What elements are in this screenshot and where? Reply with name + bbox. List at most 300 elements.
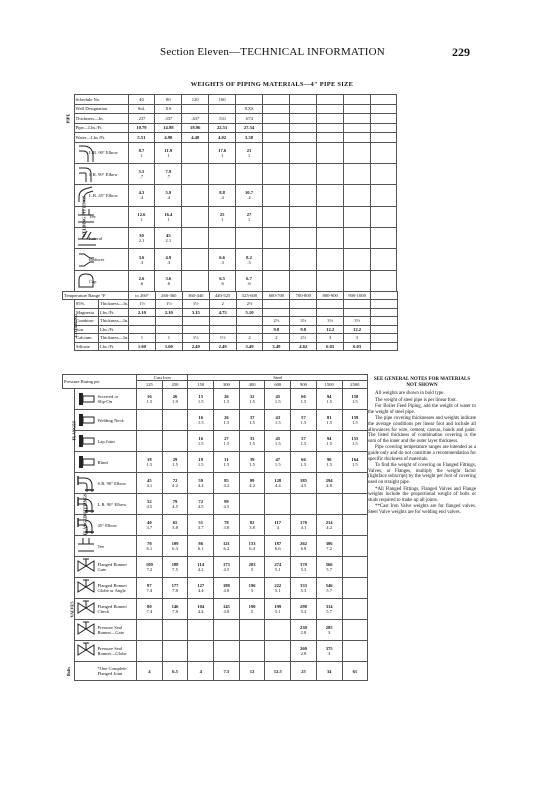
flanged-row: [63, 578, 368, 599]
table-cell: [239, 452, 265, 473]
fitting-icon-cell: [74, 163, 88, 184]
cell-factor: 6.3: [172, 546, 178, 551]
cell-factor: 1.5: [249, 420, 255, 425]
cell-factor: 1: [247, 152, 251, 158]
table-cell: [371, 342, 398, 351]
table-cell: [214, 620, 240, 641]
item-icon-cell: [75, 473, 97, 494]
note-paragraph: The pipe covering thicknesses and weights indicate the average conditions per linear foot and include all allowances for wire, cement, canvas, bands and paint. The listed thickness of combination covering is the sum of the inner and the outer layer thickness.: [368, 416, 476, 444]
table-cell: [316, 431, 342, 452]
cell-value: 230: [300, 625, 307, 630]
table-cell: [265, 452, 291, 473]
cell-value: 128: [274, 478, 282, 483]
row-label: Flanged Bonnet Globe or Angle: [97, 578, 137, 599]
item-icon-cell: [75, 389, 97, 410]
table-cell: [343, 270, 370, 291]
cell-value: 86: [198, 541, 204, 546]
table-cell: [262, 133, 289, 143]
cell-value: 190: [248, 604, 256, 609]
table-cell: [316, 270, 343, 291]
table-cell: 1.60: [155, 342, 182, 351]
pressure-rating: 250: [162, 381, 188, 389]
table-cell: .674: [236, 114, 263, 124]
row-label: Welding Neck: [97, 410, 137, 431]
cell-value: 90: [326, 457, 332, 462]
row-label: Schedule No.: [74, 95, 128, 105]
temperature-range: 700-800: [290, 292, 317, 300]
cell-value: 170: [300, 520, 307, 525]
cell-value: 16: [198, 415, 204, 420]
cell-value: 12: [249, 668, 255, 674]
table-cell: 1.60: [129, 342, 156, 351]
table-cell: [370, 270, 397, 291]
table-cell: [209, 185, 236, 206]
cell-factor: 3.8: [223, 525, 230, 530]
table-cell: [236, 317, 263, 326]
cell-factor: 1.5: [326, 441, 333, 446]
cell-factor: 1.5: [351, 441, 358, 446]
cell-value: 40: [147, 520, 152, 525]
pressure-rating: 400: [239, 381, 265, 389]
table-cell: [236, 270, 263, 291]
cell-factor: 2.1: [138, 238, 145, 244]
cell-value: 386: [325, 541, 333, 546]
table-cell: [265, 578, 291, 599]
table-cell: [343, 133, 370, 143]
table-cell: [188, 389, 214, 410]
table-cell: [370, 123, 397, 133]
temperature-range: 360-440: [182, 292, 209, 300]
section-label: PIPE: [65, 113, 71, 124]
table-cell: [137, 578, 163, 599]
globe-valve-icon: [76, 578, 96, 598]
table-cell: [370, 185, 397, 206]
cell-factor: 5.3: [300, 588, 307, 593]
cell-value: 94: [326, 436, 332, 441]
table-cell: [343, 114, 370, 124]
temperature-range: 525-600: [236, 292, 263, 300]
table-cell: [188, 578, 214, 599]
flanged-row: [63, 431, 368, 452]
cell-factor: 4.5: [146, 504, 153, 509]
cell-factor: 1.5: [300, 462, 307, 467]
table-cell: [137, 620, 163, 641]
item-icon-cell: [75, 431, 97, 452]
cell-factor: .6: [166, 281, 171, 287]
table-cell: [188, 599, 214, 620]
table-cell: 2.10: [129, 308, 156, 317]
cell-factor: 4.5: [223, 504, 230, 509]
covering-row: [63, 342, 398, 351]
cell-value: 260: [300, 646, 307, 651]
welding-section-label: [62, 142, 87, 292]
row-label: Lbs./Ft.: [99, 342, 129, 351]
cell-factor: .3: [139, 259, 144, 265]
cell-value: 127: [197, 583, 205, 588]
pressure-rating: 150: [188, 381, 214, 389]
table-cell: [289, 270, 316, 291]
table-cell: 4.62: [290, 342, 317, 351]
cell-value: 6.6: [219, 254, 225, 260]
cell-factor: 5.7: [326, 609, 333, 614]
table-cell: [342, 452, 368, 473]
row-label: Pressure Seal Bonnet—Globe: [97, 641, 137, 662]
temperature-range: 260-360: [155, 292, 182, 300]
table-cell: [370, 95, 397, 105]
table-cell: 2.10: [155, 308, 182, 317]
table-cell: [265, 536, 291, 557]
cell-value: 375: [325, 646, 333, 651]
cell-value: 33: [249, 436, 255, 441]
table-cell: [342, 557, 368, 578]
table-cell: [316, 163, 343, 184]
flanged-row: [63, 452, 368, 473]
table-cell: [239, 641, 265, 662]
cell-factor: .3: [247, 259, 251, 265]
cell-factor: 7.4: [146, 588, 153, 593]
cell-factor: 3.8: [172, 525, 178, 530]
table-cell: [209, 163, 236, 184]
table-cell: [155, 163, 182, 184]
item-icon-cell: [75, 641, 97, 662]
table-cell: [342, 662, 368, 681]
cell-factor: 1.5: [249, 399, 255, 404]
covering-row: [63, 300, 398, 309]
table-cell: [289, 114, 316, 124]
table-cell: [342, 389, 368, 410]
table-cell: 2½: [236, 300, 263, 309]
temperature-range-label: Temperature Range °F: [63, 292, 129, 300]
cell-factor: 4.2: [326, 525, 333, 530]
cell-factor: 7.8: [172, 588, 178, 593]
table-cell: [316, 473, 342, 494]
cell-value: 59: [198, 478, 204, 483]
table-cell: [342, 410, 368, 431]
section-label: WELDING FITTINGS: [81, 195, 87, 238]
cell-value: 45: [147, 478, 152, 483]
table-cell: [214, 431, 240, 452]
table-cell: [342, 473, 368, 494]
table-cell: [262, 228, 289, 249]
cell-value: 79: [172, 499, 178, 504]
table-cell: [289, 95, 316, 105]
cell-value: 187: [274, 541, 282, 546]
cell-factor: 1.5: [351, 462, 358, 467]
table-cell: [370, 104, 397, 114]
covering-row: [63, 308, 398, 317]
row-label: S.R. 90° Elbow: [97, 473, 137, 494]
item-icon-cell: [75, 452, 97, 473]
cell-value: 12.6: [137, 211, 146, 217]
cell-value: 61: [352, 668, 358, 674]
note-paragraph: For Boiler Feed Piping, add the weight of water to the weight of steel pipe.: [368, 404, 476, 415]
cell-value: 31: [224, 457, 229, 462]
table-cell: [162, 473, 188, 494]
flanged-row: [63, 494, 368, 515]
cell-value: 262: [300, 541, 307, 546]
cell-value: 37: [249, 415, 255, 420]
cell-value: 57: [301, 415, 306, 420]
table-cell: [209, 317, 236, 326]
table-cell: [343, 185, 370, 206]
table-cell: [289, 104, 316, 114]
table-cell: [239, 662, 265, 681]
cell-factor: 1: [167, 216, 170, 222]
table-cell: [317, 300, 344, 309]
table-cell: [239, 599, 265, 620]
table-cell: [155, 325, 182, 334]
cell-value: 30: [139, 233, 144, 239]
table-cell: .531: [209, 114, 236, 124]
table-cell: [188, 620, 214, 641]
cell-value: 72: [198, 499, 204, 504]
row-label: Water—Lbs./Ft.: [74, 133, 128, 143]
row-label: Thickness—In.: [100, 301, 129, 307]
table-cell: [188, 494, 214, 515]
cell-factor: .4: [139, 195, 144, 201]
table-cell: [290, 308, 317, 317]
cell-value: 18: [147, 457, 152, 462]
cell-factor: 6.1: [146, 546, 153, 551]
cell-value: 17.6: [218, 147, 227, 153]
cell-factor: 6.1: [197, 546, 204, 551]
cell-factor: 1.5: [300, 441, 307, 446]
welding-row: [62, 206, 397, 227]
cell-value: 51: [198, 520, 204, 525]
cell-factor: 1.5: [300, 399, 307, 404]
cell-factor: 4.1: [146, 483, 153, 488]
table-cell: 3.15: [182, 308, 209, 317]
cell-value: 2.6: [138, 276, 145, 282]
table-cell: 2: [209, 300, 236, 309]
cell-factor: 2.8: [300, 651, 307, 656]
cell-value: 12.5: [273, 668, 282, 674]
cell-factor: 3.7: [197, 525, 204, 530]
flanged-row: [63, 662, 368, 681]
table-cell: 12.2: [317, 325, 344, 334]
row-label: L.R. 45° Elbow: [88, 185, 128, 206]
fitting-icon-cell: [74, 249, 88, 270]
cell-value: 104: [197, 604, 205, 609]
table-cell: [370, 163, 397, 184]
table-cell: [188, 431, 214, 452]
cell-value: 146: [171, 604, 179, 609]
temperature-range-row: [63, 292, 398, 300]
row-label: Thickness—In.: [100, 335, 129, 341]
cell-factor: 1.5: [249, 441, 255, 446]
table-cell: [344, 300, 371, 309]
cell-factor: 1: [247, 216, 251, 222]
table-cell: [162, 452, 188, 473]
table-cell: [371, 334, 398, 343]
note-paragraph: Pipe covering temperature ranges are intended as a guide only and do not constitute a recommendation for specific thickness of materials.: [368, 445, 476, 462]
cell-factor: .6: [139, 281, 144, 287]
material-name: Combina-: [75, 317, 99, 326]
cell-value: 15: [198, 394, 204, 399]
table-cell: 1½: [182, 334, 209, 343]
table-cell: [342, 641, 368, 662]
cell-value: 173: [222, 562, 230, 567]
cell-value: 82: [249, 520, 255, 525]
flanged-row: [63, 536, 368, 557]
table-cell: [214, 599, 240, 620]
table-cell: [137, 557, 163, 578]
table-cell: 1½: [129, 300, 156, 309]
flanged-row: [63, 557, 368, 578]
table-cell: [289, 206, 316, 227]
item-icon-cell: [75, 662, 97, 681]
note-paragraph: All weights are shown in bold type.: [375, 391, 445, 396]
table-cell: [262, 270, 289, 291]
table-cell: [265, 641, 291, 662]
cell-factor: 1.5: [351, 399, 358, 404]
table-cell: 40: [128, 95, 155, 105]
table-cell: [265, 473, 291, 494]
table-cell: [262, 163, 289, 184]
cell-factor: 1.5: [223, 462, 230, 467]
table-cell: [291, 641, 317, 662]
table-cell: [316, 228, 343, 249]
cell-factor: 1.5: [172, 462, 178, 467]
table-cell: [155, 270, 182, 291]
cell-factor: 1.5: [197, 420, 204, 425]
table-cell: [290, 300, 317, 309]
table-cell: [265, 599, 291, 620]
pipe-row: [62, 123, 397, 133]
table-cell: [291, 515, 317, 536]
table-cell: [371, 300, 398, 309]
cell-value: 57: [301, 436, 306, 441]
cell-factor: 4.8: [223, 588, 230, 593]
cell-value: 155: [351, 436, 359, 441]
table-cell: [371, 317, 398, 326]
cell-factor: 4: [276, 525, 279, 530]
table-cell: [316, 142, 343, 163]
table-cell: [262, 95, 289, 105]
cell-factor: 5.3: [300, 567, 307, 572]
table-cell: [342, 620, 368, 641]
table-cell: [137, 641, 163, 662]
cell-value: 188: [171, 562, 179, 567]
general-notes: [368, 377, 476, 516]
cell-factor: .4: [220, 195, 224, 201]
row-label: Blind: [97, 452, 137, 473]
table-cell: [265, 389, 291, 410]
section-label-cell: [63, 473, 87, 557]
flanges-fittings-valves-table: [62, 374, 368, 681]
cell-factor: 7.2: [326, 546, 333, 551]
table-cell: XS: [155, 104, 182, 114]
cell-factor: 4.4: [197, 609, 204, 614]
table-cell: [370, 142, 397, 163]
cell-factor: 5: [250, 567, 254, 572]
row-label: Cap: [88, 270, 128, 291]
table-cell: [188, 473, 214, 494]
cell-value: 546: [325, 583, 333, 588]
cell-value: 99: [224, 499, 229, 504]
table-cell: [316, 389, 342, 410]
table-cell: [236, 95, 263, 105]
table-cell: [155, 142, 182, 163]
table-cell: [128, 206, 155, 227]
table-cell: [155, 185, 182, 206]
cell-value: 370: [300, 562, 307, 567]
cell-value: 4: [148, 668, 151, 674]
table-cell: [214, 452, 240, 473]
table-cell: [316, 249, 343, 270]
table-cell: [289, 163, 316, 184]
cell-value: 5.9: [165, 190, 172, 196]
table-cell: [316, 206, 343, 227]
table-cell: 12.2: [344, 325, 371, 334]
pressure-rating: 900: [291, 381, 317, 389]
cell-value: 19: [198, 457, 204, 462]
material-name: Silicate: [75, 342, 99, 351]
flanged-row: [63, 620, 368, 641]
table-cell: 120: [182, 95, 209, 105]
cell-value: 11.9: [164, 147, 173, 153]
table-cell: [262, 206, 289, 227]
cell-value: 6.5: [219, 276, 225, 282]
table-cell: [262, 185, 289, 206]
table-cell: [162, 599, 188, 620]
section-label: FLANGES: [70, 420, 76, 441]
table-cell: 160: [209, 95, 236, 105]
pipe-row: [62, 104, 397, 114]
row-label: L.R. 90° Elbow: [97, 494, 137, 515]
table-cell: [236, 206, 263, 227]
table-cell: [182, 163, 209, 184]
table-cell: [209, 142, 236, 163]
cell-value: 3.6: [165, 276, 172, 282]
table-cell: [291, 662, 317, 681]
table-cell: [316, 452, 342, 473]
table-cell: [239, 389, 265, 410]
table-cell: [316, 515, 342, 536]
table-cell: [342, 599, 368, 620]
row-label: Reducer: [88, 249, 128, 270]
table-cell: 2: [236, 334, 263, 343]
table-cell: 3½: [290, 317, 317, 326]
section-label-cell: [63, 557, 75, 662]
page-header: [160, 46, 480, 60]
table-cell: [239, 473, 265, 494]
cell-factor: 1.5: [326, 462, 333, 467]
table-cell: 6.03: [317, 342, 344, 351]
note-paragraph: To find the weight of covering on Flanged Fittings, Valves, or Flanges, multiply the weight factor (lightface subscript) by the weight per foot of covering used on straight pipe.: [368, 463, 476, 485]
cell-factor: 1.5: [326, 399, 333, 404]
cell-factor: .3: [220, 259, 224, 265]
cell-value: 70: [147, 541, 152, 546]
table-cell: [155, 249, 182, 270]
table-cell: [343, 104, 370, 114]
cell-value: 274: [274, 562, 282, 567]
table-cell: [289, 142, 316, 163]
table-cell: XXS: [236, 104, 263, 114]
cell-value: 52: [147, 499, 152, 504]
gate-valve-icon: [76, 557, 96, 577]
table-cell: .337: [155, 114, 182, 124]
fitting-icon-cell: [74, 142, 88, 163]
cell-factor: 7.8: [172, 609, 178, 614]
cell-value: 159: [351, 415, 359, 420]
section-label: VALVES: [69, 600, 75, 618]
cell-value: 16: [147, 394, 152, 399]
table-cell: [137, 452, 163, 473]
table-cell: 10.79: [128, 123, 155, 133]
table-cell: [239, 431, 265, 452]
cell-value: 8.2: [246, 254, 252, 260]
